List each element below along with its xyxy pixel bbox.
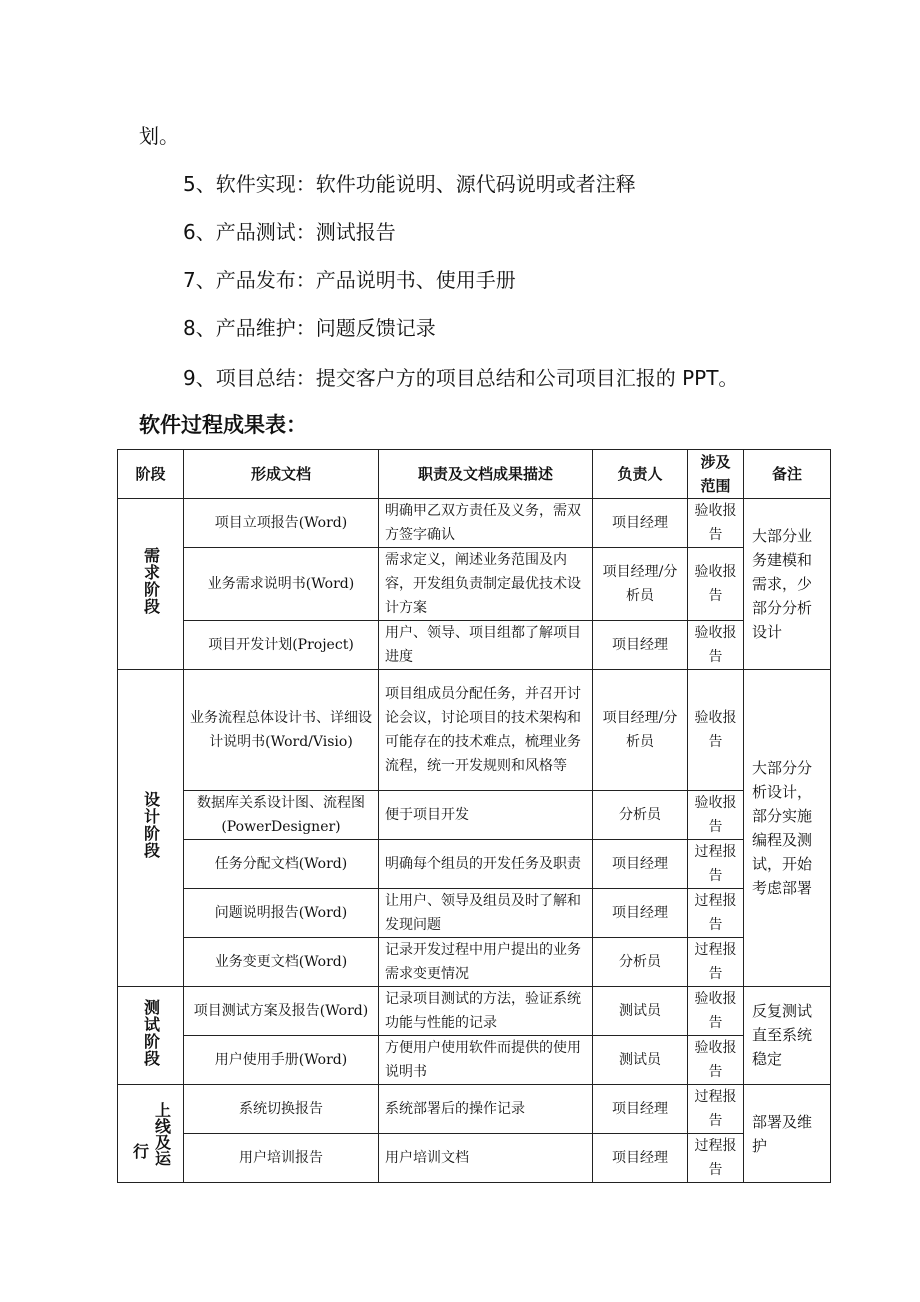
intro-line-5: 9、项目总结：提交客户方的项目总结和公司项目汇报的 PPT。: [183, 366, 739, 390]
desc-cell: 记录开发过程中用户提出的业务需求变更情况: [379, 938, 593, 987]
desc-cell: 记录项目测试的方法，验证系统功能与性能的记录: [379, 987, 593, 1036]
scope-cell: 过程报告: [688, 1085, 744, 1134]
scope-cell: 过程报告: [688, 938, 744, 987]
owner-cell: 分析员: [593, 791, 688, 840]
doc-cell: 业务需求说明书(Word): [184, 548, 379, 621]
owner-cell: 项目经理: [593, 621, 688, 670]
desc-cell: 用户、领导、项目组都了解项目进度: [379, 621, 593, 670]
table-row: [118, 1036, 831, 1085]
table-row: [118, 938, 831, 987]
scope-cell: 验收报告: [688, 670, 744, 791]
table-row: [118, 791, 831, 840]
desc-cell: 明确甲乙双方责任及义务，需双方签字确认: [379, 499, 593, 548]
desc-cell: 方便用户使用软件而提供的使用说明书: [379, 1036, 593, 1085]
intro-line-0: 划。: [139, 124, 179, 148]
scope-cell: 验收报告: [688, 548, 744, 621]
header-document: 形成文档: [184, 450, 379, 499]
table-row: [118, 670, 831, 791]
doc-cell: 业务流程总体设计书、详细设计说明书(Word/Visio): [184, 670, 379, 791]
desc-cell: 用户培训文档: [379, 1134, 593, 1183]
owner-cell: 项目经理: [593, 840, 688, 889]
table-row: [118, 1085, 831, 1134]
intro-line-3: 7、产品发布：产品说明书、使用手册: [183, 268, 516, 292]
doc-cell: 业务变更文档(Word): [184, 938, 379, 987]
intro-line-1: 5、软件实现：软件功能说明、源代码说明或者注释: [183, 172, 636, 196]
note-cell-testing: 反复测试直至系统稳定: [744, 987, 831, 1085]
table-row: [118, 621, 831, 670]
intro-line-4: 8、产品维护：问题反馈记录: [183, 316, 436, 340]
desc-cell: 便于项目开发: [379, 791, 593, 840]
owner-cell: 项目经理: [593, 499, 688, 548]
table-row: [118, 499, 831, 548]
table-row: [118, 889, 831, 938]
process-results-table: [117, 449, 831, 1183]
owner-cell: 分析员: [593, 938, 688, 987]
scope-cell: 过程报告: [688, 889, 744, 938]
scope-cell: 验收报告: [688, 791, 744, 840]
doc-cell: 数据库关系设计图、流程图(PowerDesigner): [184, 791, 379, 840]
owner-cell: 项目经理/分析员: [593, 670, 688, 791]
stage-cell-deployment: [118, 1085, 184, 1183]
owner-cell: 项目经理: [593, 1085, 688, 1134]
owner-cell: 项目经理: [593, 889, 688, 938]
note-cell-deployment: 部署及维护: [744, 1085, 831, 1183]
doc-cell: 项目测试方案及报告(Word): [184, 987, 379, 1036]
note-cell-design: 大部分分析设计，部分实施编程及测试，开始考虑部署: [744, 670, 831, 987]
owner-cell: 项目经理/分析员: [593, 548, 688, 621]
scope-cell: 验收报告: [688, 987, 744, 1036]
desc-cell: 让用户、领导及组员及时了解和发现问题: [379, 889, 593, 938]
scope-cell: 过程报告: [688, 840, 744, 889]
doc-cell: 任务分配文档(Word): [184, 840, 379, 889]
desc-cell: 项目组成员分配任务，并召开讨论会议，讨论项目的技术架构和可能存在的技术难点，梳理业务流程，统一开发规则和风格等: [379, 670, 593, 791]
doc-cell: 用户培训报告: [184, 1134, 379, 1183]
scope-cell: 验收报告: [688, 621, 744, 670]
scope-cell: 过程报告: [688, 1134, 744, 1183]
table-row: [118, 987, 831, 1036]
scope-cell: 验收报告: [688, 499, 744, 548]
table-row: [118, 548, 831, 621]
header-stage: 阶段: [118, 450, 184, 499]
note-cell-requirements: 大部分业务建模和需求，少部分分析设计: [744, 499, 831, 670]
stage-cell-design: 设计阶段: [118, 670, 184, 987]
table-row: [118, 1134, 831, 1183]
owner-cell: 测试员: [593, 987, 688, 1036]
table-header-row: [118, 450, 831, 499]
doc-cell: 项目立项报告(Word): [184, 499, 379, 548]
header-owner: 负责人: [593, 450, 688, 499]
desc-cell: 系统部署后的操作记录: [379, 1085, 593, 1134]
scope-cell: 验收报告: [688, 1036, 744, 1085]
table-title: 软件过程成果表：: [139, 413, 307, 437]
owner-cell: 项目经理: [593, 1134, 688, 1183]
stage-cell-requirements: 需求阶段: [118, 499, 184, 670]
doc-cell: 用户使用手册(Word): [184, 1036, 379, 1085]
doc-cell: 项目开发计划(Project): [184, 621, 379, 670]
stage-deploy-col-a: 行: [130, 1142, 150, 1159]
desc-cell: 明确每个组员的开发任务及职责: [379, 840, 593, 889]
table-row: [118, 840, 831, 889]
stage-deploy-col-b: 上线及运: [152, 1101, 172, 1166]
desc-cell: 需求定义，阐述业务范围及内容，开发组负责制定最优技术设计方案: [379, 548, 593, 621]
intro-line-2: 6、产品测试：测试报告: [183, 220, 396, 244]
header-description: 职责及文档成果描述: [379, 450, 593, 499]
stage-cell-testing: 测试阶段: [118, 987, 184, 1085]
doc-cell: 问题说明报告(Word): [184, 889, 379, 938]
header-note: 备注: [744, 450, 831, 499]
owner-cell: 测试员: [593, 1036, 688, 1085]
doc-cell: 系统切换报告: [184, 1085, 379, 1134]
header-scope: 涉及范围: [688, 450, 744, 499]
